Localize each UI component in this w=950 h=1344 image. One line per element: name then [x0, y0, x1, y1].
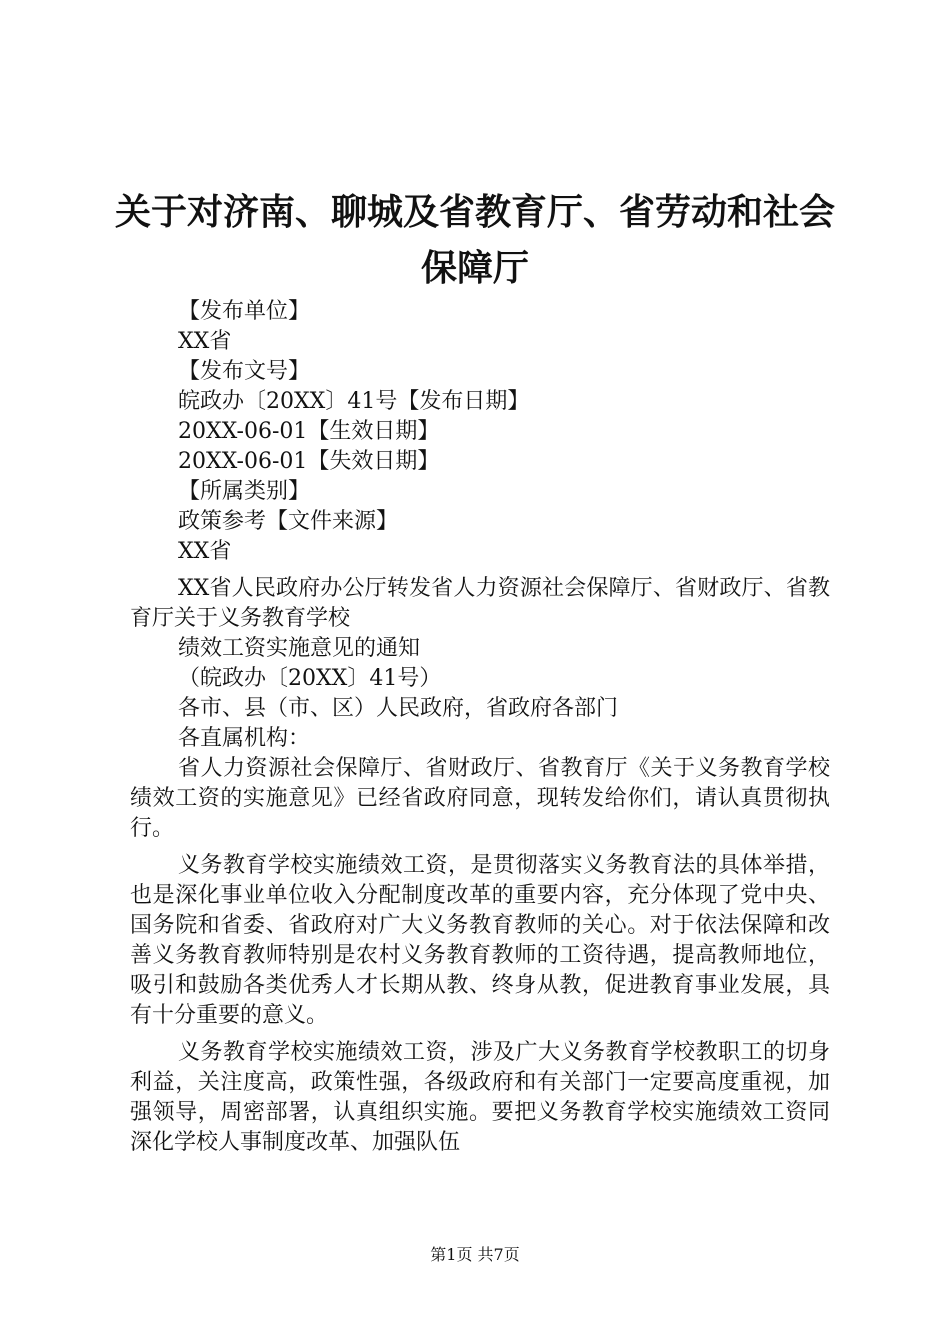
notice-header-block	[130, 634, 830, 754]
meta-line: 20XX-06-01【生效日期】	[178, 419, 440, 444]
notice-title-continued: 绩效工资实施意见的通知	[178, 636, 421, 661]
meta-line: 【发布单位】	[178, 299, 311, 324]
meta-line: 【发布文号】	[178, 359, 311, 384]
meta-line: XX省	[178, 329, 232, 354]
metadata-block	[178, 297, 838, 567]
body-paragraph: 省人力资源社会保障厅、省财政厅、省教育厅《关于义务教育学校绩效工资的实施意见》已经省政府同意，现转发给你们，请认真贯彻执行。	[130, 756, 830, 841]
body-paragraph: 义务教育学校实施绩效工资，涉及广大义务教育学校教职工的切身利益，关注度高，政策性强，各级政府和有关部门一定要高度重视，加强领导，周密部署，认真组织实施。要把义务教育学校实施绩效工资同深化学校人事制度改革、加强队伍	[130, 1040, 830, 1155]
addressee-line: 各市、县（市、区）人民政府，省政府各部门	[178, 696, 619, 721]
document-body	[130, 574, 830, 1158]
meta-line: 政策参考【文件来源】	[178, 509, 399, 534]
page-number: 第1页 共7页	[430, 1245, 520, 1264]
document-number: （皖政办〔20XX〕41号）	[178, 666, 442, 691]
meta-line: 皖政办〔20XX〕41号【发布日期】	[178, 389, 530, 414]
document-title: 关于对济南、聊城及省教育厅、省劳动和社会保障厅	[114, 191, 835, 289]
notice-title: XX省人民政府办公厅转发省人力资源社会保障厅、省财政厅、省教育厅关于义务教育学校	[130, 576, 830, 631]
meta-line: XX省	[178, 539, 232, 564]
meta-line: 【所属类别】	[178, 479, 311, 504]
meta-line: 20XX-06-01【失效日期】	[178, 449, 440, 474]
addressee-line: 各直属机构：	[178, 726, 311, 751]
body-paragraph: 义务教育学校实施绩效工资，是贯彻落实义务教育法的具体举措，也是深化事业单位收入分配制度改革的重要内容，充分体现了党中央、国务院和省委、省政府对广大义务教育教师的关心。对于依法保障和改善义务教育教师特别是农村义务教育教师的工资待遇，提高教师地位，吸引和鼓励各类优秀人才长期从教、终身从教，促进教育事业发展，具有十分重要的意义。	[130, 853, 830, 1028]
